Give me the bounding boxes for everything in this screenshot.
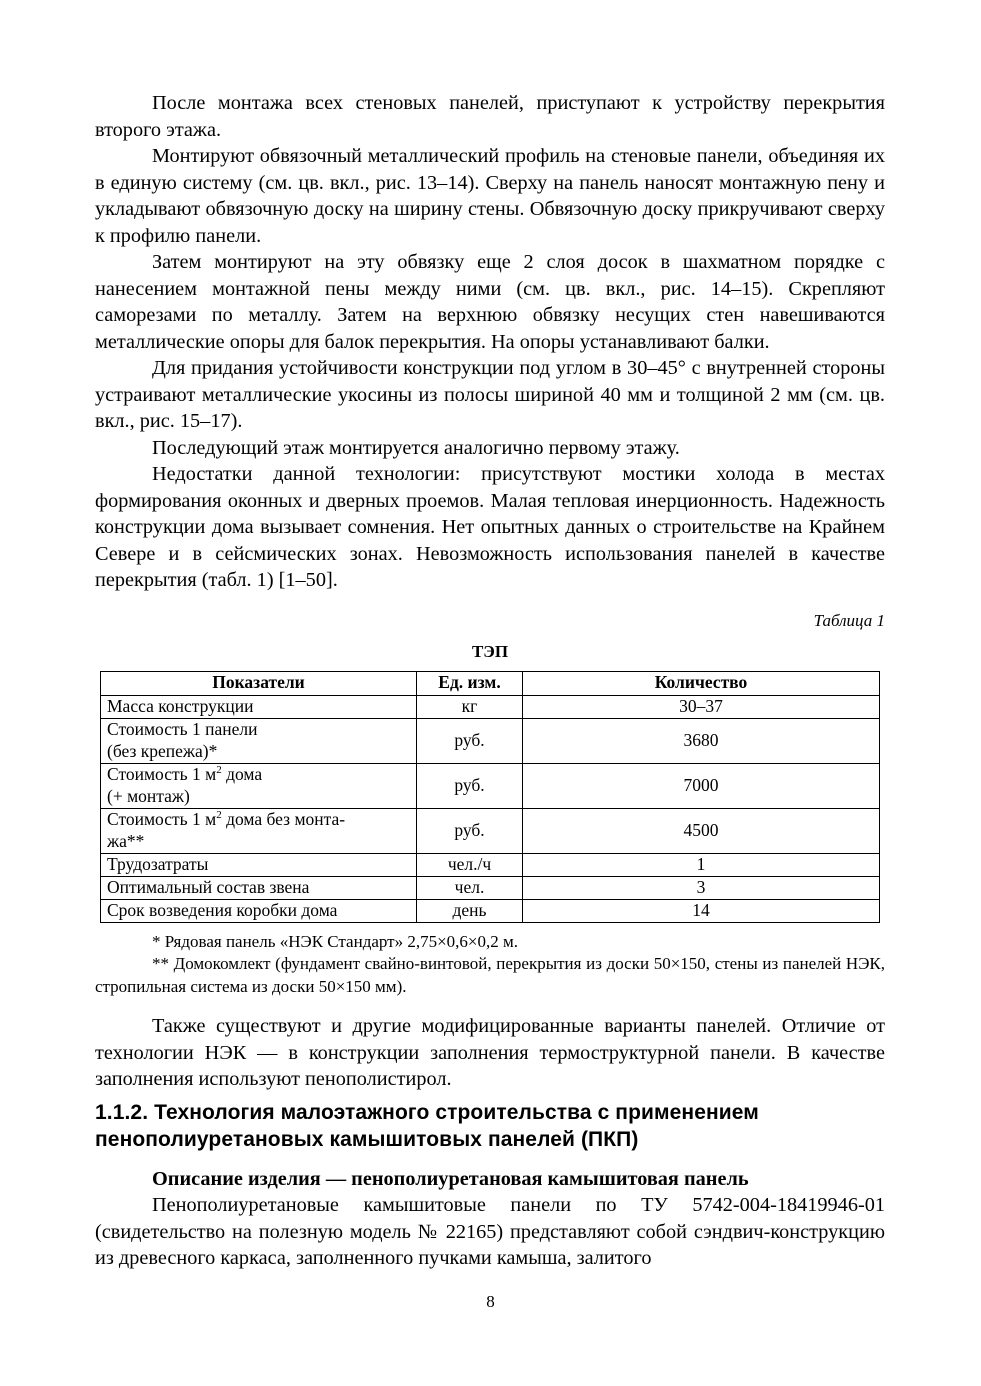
section-heading-line1: 1.1.2. Технология малоэтажного строительства с применением (95, 1100, 759, 1124)
table-row (101, 718, 880, 763)
paragraph-3: Затем монтируют на эту обвязку еще 2 слоя досок в шахматном порядке с нанесением монтажной пены между ними (см. цв. вкл., рис. 14–15). Скрепляют саморезами по металлу. Затем на верхнюю обвязку несущих стен навешиваются металлические опоры для балок перекрытия. На опоры устанавливают балки. (95, 251, 885, 353)
row-value: 4500 (523, 808, 880, 853)
row-name (101, 808, 417, 853)
paragraph-1: После монтажа всех стеновых панелей, приступают к устройству перекрытия второго этажа. (95, 92, 885, 141)
page-number: 8 (486, 1292, 495, 1311)
table-notes (95, 931, 885, 999)
section-heading-line2: пенополиуретановых камышитовых панелей (ПКП) (95, 1127, 639, 1151)
table-title: ТЭП (471, 641, 509, 661)
row-name: Срок возведения коробки дома (101, 899, 417, 922)
row-value: 14 (523, 899, 880, 922)
tep-table (100, 671, 880, 923)
paragraph-2: Монтируют обвязочный металлический профиль на стеновые панели, объединяя их в единую систему (см. цв. вкл., рис. 13–14). Сверху на панель наносят монтажную пену и укладывают обвязочную доску на ширину стены. Обвязочную доску прикручивают сверху к профилю панели. (95, 145, 885, 247)
superscript: 2 (216, 764, 222, 777)
row-name (101, 763, 417, 808)
row-name-line1-rest: дома без монта- (221, 809, 346, 829)
superscript: 2 (216, 809, 222, 822)
header-unit: Ед. изм. (417, 671, 523, 695)
row-value: 7000 (523, 763, 880, 808)
paragraph-7: Также существуют и другие модифицированные варианты панелей. Отличие от технологии НЭК — в конструкции заполнения термоструктурной панели. В качестве заполнения используют пенополистирол. (95, 1015, 885, 1090)
table-row (101, 808, 880, 853)
paragraph-4: Для придания устойчивости конструкции под углом в 30–45° с внутренней стороны устраивают металлические укосины из полосы шириной 40 мм и толщиной 2 мм (см. цв. вкл., рис. 15–17). (95, 357, 885, 432)
row-unit: руб. (417, 763, 523, 808)
row-unit: кг (417, 695, 523, 718)
row-value: 30–37 (523, 695, 880, 718)
row-name (101, 718, 417, 763)
footnote-2: ** Домокомлект (фундамент свайно-винтовой, перекрытия из доски 50×150, стены из панелей НЭК, стропильная система из доски 50×150 мм). (95, 954, 885, 996)
row-unit: чел. (417, 876, 523, 899)
table-row (101, 876, 880, 899)
row-unit: день (417, 899, 523, 922)
row-name: Трудозатраты (101, 853, 417, 876)
row-name-line2: (без крепежа)* (107, 740, 218, 761)
paragraph-5: Последующий этаж монтируется аналогично первому этажу. (152, 436, 680, 459)
row-unit: руб. (417, 808, 523, 853)
row-value: 1 (523, 853, 880, 876)
row-unit: чел./ч (417, 853, 523, 876)
row-unit: руб. (417, 718, 523, 763)
table-row (101, 899, 880, 922)
header-indicators: Показатели (101, 671, 417, 695)
row-name-line2: (+ монтаж) (107, 785, 190, 806)
table-label: Таблица 1 (813, 610, 885, 630)
row-name-line2: жа** (107, 830, 145, 851)
row-name-line1: Стоимость 1 м (107, 764, 217, 784)
subheading: Описание изделия — пенополиуретановая камышитовая панель (152, 1167, 749, 1190)
row-name-line1: Стоимость 1 м (107, 809, 217, 829)
paragraph-8: Пенополиуретановые камышитовые панели по ТУ 5742-004-18419946-01 (свидетельство на полезную модель № 22165) представляют собой сэндвич-конструкцию из древесного каркаса, заполненного пучками камыша, залитого (95, 1194, 885, 1269)
row-value: 3680 (523, 718, 880, 763)
table-header-row (101, 671, 880, 695)
document-page (95, 90, 885, 1272)
row-name-line1: Стоимость 1 панели (107, 719, 258, 739)
table-row (101, 853, 880, 876)
table-row (101, 763, 880, 808)
row-value: 3 (523, 876, 880, 899)
row-name: Масса конструкции (101, 695, 417, 718)
table-row (101, 695, 880, 718)
section-heading (95, 1099, 885, 1153)
row-name-line1-rest: дома (221, 764, 263, 784)
row-name: Оптимальный состав звена (101, 876, 417, 899)
footnote-1: * Рядовая панель «НЭК Стандарт» 2,75×0,6×0,2 м. (152, 931, 519, 951)
paragraph-6: Недостатки данной технологии: присутствуют мостики холода в местах формирования оконных и дверных проемов. Малая тепловая инерционность. Надежность конструкции дома вызывает сомнения. Нет опытных данных о строительстве на Крайнем Севере и в сейсмических зонах. Невозможность использования панелей в качестве перекрытия (табл. 1) [1–50]. (95, 463, 885, 591)
header-quantity: Количество (523, 671, 880, 695)
